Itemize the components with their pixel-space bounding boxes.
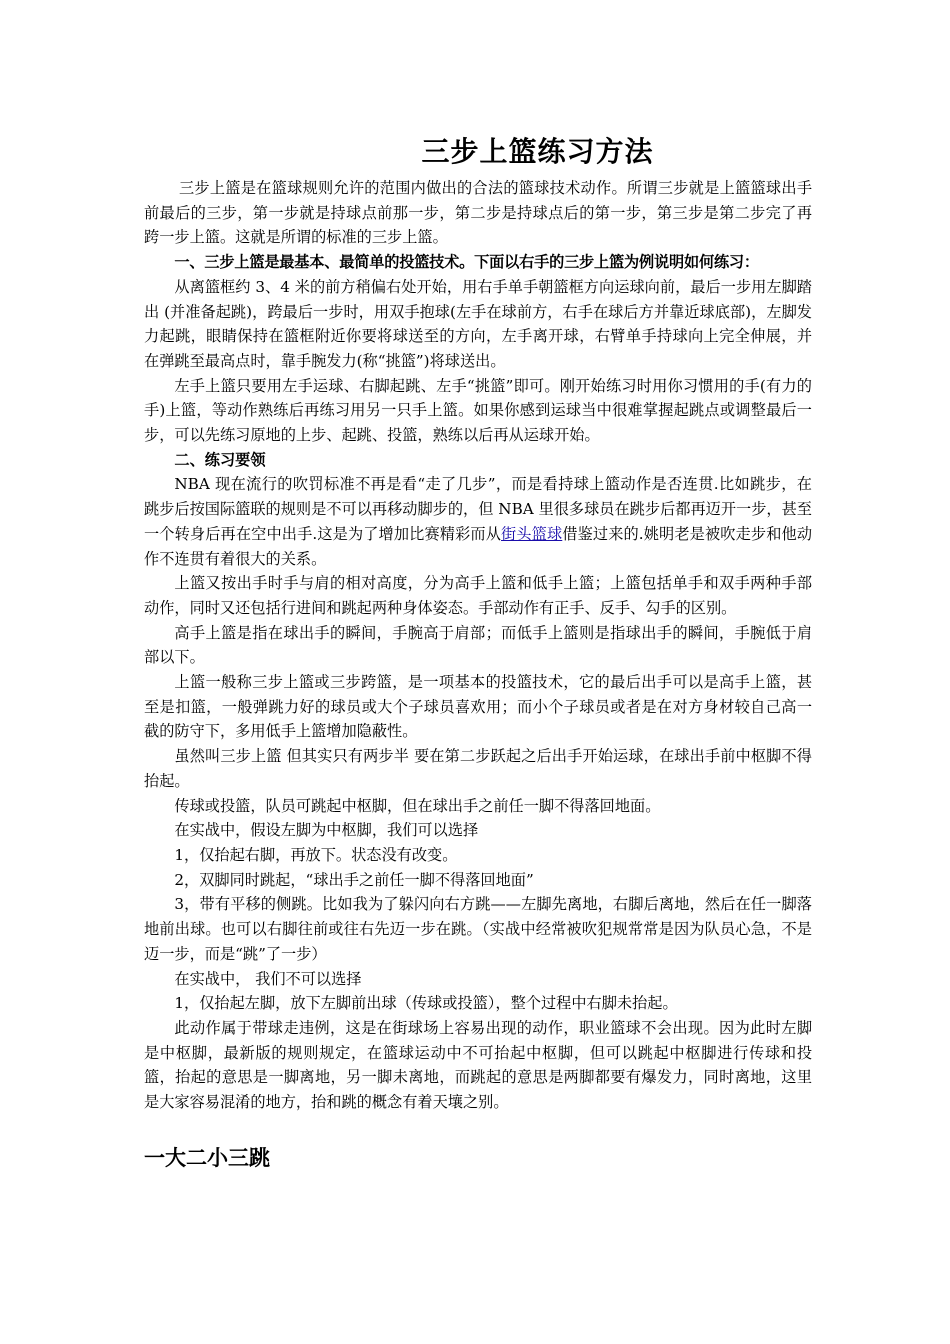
paragraph-text: 借鉴过来的.姚明老是被吹走步和他动作不连贯有着很大的关系。 bbox=[144, 524, 813, 568]
paragraph: 上篮又按出手时手与肩的相对高度，分为高手上篮和低手上篮；上篮包括单手和双手两种手部动作，同时又还包括行进间和跳起两种身体姿态。手部动作有正手、反手、勾手的区别。 bbox=[144, 574, 812, 617]
paragraph: 3，带有平移的侧跳。比如我为了躲闪向右方跳——左脚先离地，右脚后离地，然后在任一脚落地前出球。也可以右脚往前或往右先迈一步在跳。（实战中经常被吹犯规常常是因为队员心急，不是迈一步，而是“跳”了一步） bbox=[144, 895, 812, 963]
paragraph bbox=[144, 472, 812, 571]
intro-paragraph: 三步上篮是在篮球规则允许的范围内做出的合法的篮球技术动作。所谓三步就是上篮篮球出手前最后的三步，第一步就是持球点前那一步，第二步是持球点后的第一步，第三步是第二步完了再跨一步上篮。这就是所谓的标准的三步上篮。 bbox=[144, 179, 812, 247]
section-heading-2: 二、练习要领 bbox=[174, 450, 266, 469]
paragraph: 上篮一般称三步上篮或三步跨篮，是一项基本的投篮技术，它的最后出手可以是高手上篮，甚至是扣篮，一般弹跳力好的球员或大个子球员喜欢用；而小个子球员或者是在对方身材较自己高一截的防守下，多用低手上篮增加隐蔽性。 bbox=[144, 673, 812, 741]
section-heading-1: 一、三步上篮是最基本、最简单的投篮技术。下面以右手的三步上篮为例说明如何练习： bbox=[174, 253, 759, 272]
paragraph: 虽然叫三步上篮 但其实只有两步半 要在第二步跃起之后出手开始运球，在球出手前中枢脚不得抬起。 bbox=[144, 747, 812, 790]
paragraph: 此动作属于带球走违例，这是在街球场上容易出现的动作，职业篮球不会出现。因为此时左脚是中枢脚，最新版的规则规定，在篮球运动中不可抬起中枢脚，但可以跳起中枢脚进行传球和投篮，抬起的意思是一脚离地，另一脚未离地，而跳起的意思是两脚都要有爆发力，同时离地，这里是大家容易混淆的地方，抬和跳的概念有着天壤之别。 bbox=[144, 1018, 812, 1112]
street-basketball-link[interactable]: 街头篮球 bbox=[501, 524, 563, 543]
subheading: 一大二小三跳 bbox=[144, 1146, 270, 1170]
paragraph: 从离篮框约 3、4 米的前方稍偏右处开始，用右手单手朝篮框方向运球向前，最后一步用左脚踏出 (并准备起跳)，跨最后一步时，用双手抱球(左手在球前方，右手在球后方并靠近球底部)，左脚发力起跳，眼睛保持在篮框附近你要将球送至的方向，左手离开球，右臂单手持球向上完全伸展，并在弹跳至最高点时，靠手腕发力(称“挑篮”)将球送出。 bbox=[144, 277, 812, 370]
document-body bbox=[144, 176, 812, 1115]
paragraph: 1，仅抬起右脚，再放下。状态没有改变。 bbox=[174, 845, 458, 864]
paragraph: 在实战中，假设左脚为中枢脚，我们可以选择 bbox=[174, 821, 479, 840]
paragraph: 2，双脚同时跳起，“球出手之前任一脚不得落回地面” bbox=[174, 870, 534, 889]
paragraph: 高手上篮是指在球出手的瞬间，手腕高于肩部；而低手上篮则是指球出手的瞬间，手腕低于肩部以下。 bbox=[144, 623, 812, 667]
paragraph: 传球或投篮，队员可跳起中枢脚，但在球出手之前任一脚不得落回地面。 bbox=[174, 796, 661, 815]
paragraph-text: NBA 现在流行的吹罚标准不再是看“走了几步”，而是看持球上篮动作是否连贯.比如跳步，在跳步后按国际篮联的规则是不可以再移动脚步的，但 NBA 里很多球员在跳步后都再迈开一步，甚至一个转身后再在空中出手.这是为了增加比赛精彩而从 bbox=[144, 475, 812, 543]
paragraph: 左手上篮只要用左手运球、右脚起跳、左手“挑篮”即可。刚开始练习时用你习惯用的手(有力的手)上篮，等动作熟练后再练习用另一只手上篮。如果你感到运球当中很难掌握起跳点或调整最后一步，可以先练习原地的上步、起跳、投篮，熟练以后再从运球开始。 bbox=[144, 376, 812, 445]
paragraph: 1，仅抬起左脚，放下左脚前出球（传球或投篮），整个过程中右脚未抬起。 bbox=[174, 994, 678, 1013]
paragraph: 在实战中， 我们不可以选择 bbox=[174, 969, 362, 988]
page-title: 三步上篮练习方法 bbox=[421, 135, 654, 168]
